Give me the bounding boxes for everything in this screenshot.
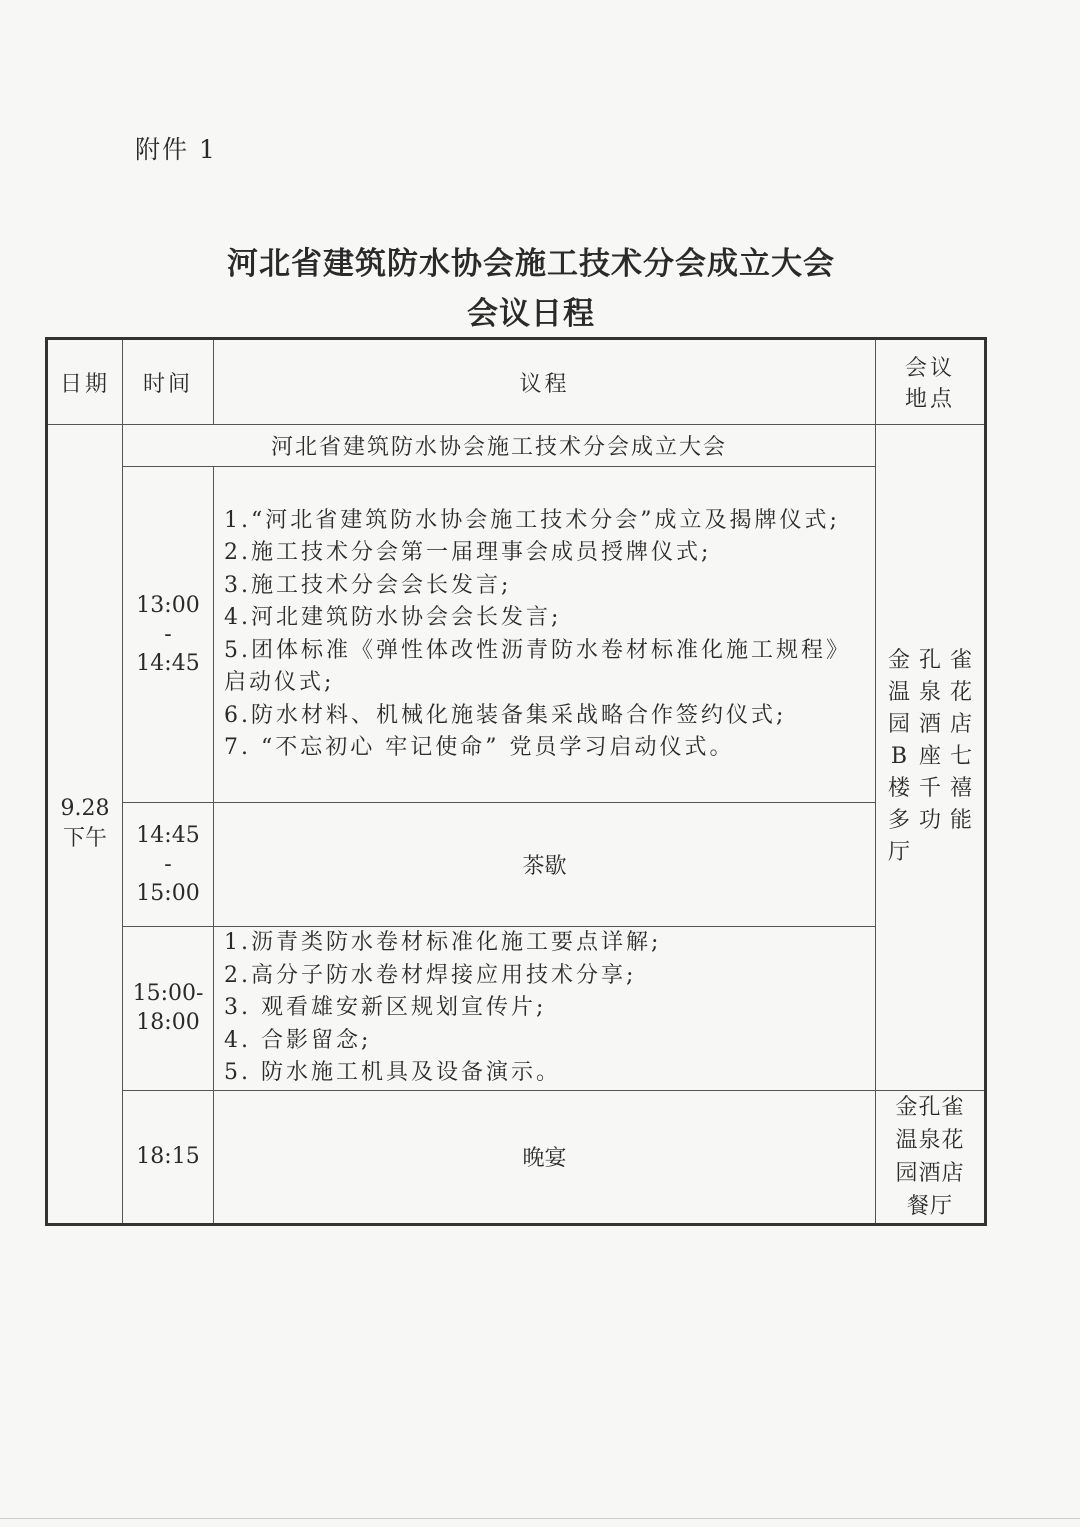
agenda-dinner: 晚宴 bbox=[214, 1090, 876, 1224]
date-value: 9.28 bbox=[60, 795, 110, 821]
venue-char: 座 bbox=[918, 744, 941, 770]
venue-char: 雀 bbox=[949, 648, 972, 674]
header-date: 日期 bbox=[47, 339, 123, 425]
venue-line: 园酒店 bbox=[895, 1160, 965, 1186]
time-start: 13:00 bbox=[136, 593, 200, 618]
time-cell bbox=[123, 803, 214, 927]
time-cell bbox=[123, 927, 214, 1091]
agenda-tea-break: 茶歇 bbox=[214, 803, 876, 927]
agenda-items-cell bbox=[214, 927, 876, 1091]
venue-line: 金孔雀 bbox=[895, 1094, 965, 1120]
time-end: 18:00 bbox=[136, 1010, 200, 1036]
table-header-row bbox=[47, 339, 986, 425]
header-venue bbox=[876, 339, 986, 425]
page-edge-line bbox=[0, 1518, 1080, 1519]
venue-char: 金 bbox=[887, 648, 910, 674]
list-item: 3.施工技术分会会长发言; bbox=[224, 572, 512, 598]
attachment-label: 附件 1 bbox=[135, 135, 217, 164]
list-item: 启动仪式; bbox=[224, 670, 335, 695]
venue-char: 店 bbox=[949, 712, 972, 738]
venue-dinner-cell bbox=[876, 1090, 986, 1224]
time-end: 15:00 bbox=[136, 881, 200, 906]
venue-char: 园 bbox=[887, 712, 910, 738]
venue-char: 禧 bbox=[949, 776, 972, 802]
venue-main-text bbox=[885, 647, 975, 867]
table-row bbox=[47, 927, 986, 1091]
document-title: 河北省建筑防水协会施工技术分会成立大会 bbox=[227, 246, 835, 282]
venue-char: 孔 bbox=[918, 648, 941, 674]
list-item: 7. “不忘初心 牢记使命” 党员学习启动仪式。 bbox=[224, 735, 735, 760]
venue-char: B bbox=[890, 744, 908, 770]
venue-char: 七 bbox=[949, 744, 972, 770]
date-cell bbox=[47, 425, 123, 1225]
time-end: 14:45 bbox=[136, 651, 200, 676]
agenda-items-cell bbox=[214, 467, 876, 803]
list-item: 1.“河北省建筑防水协会施工技术分会”成立及揭牌仪式; bbox=[224, 507, 840, 533]
time-cell: 18:15 bbox=[123, 1090, 214, 1224]
venue-main-cell bbox=[876, 425, 986, 1091]
header-venue-line1: 会议 bbox=[904, 356, 955, 381]
table-row bbox=[47, 1090, 986, 1224]
document-subtitle: 会议日程 bbox=[467, 296, 595, 332]
venue-char: 千 bbox=[918, 776, 941, 802]
venue-char: 楼 bbox=[887, 776, 910, 802]
table-row bbox=[47, 803, 986, 927]
section-title: 河北省建筑防水协会施工技术分会成立大会 bbox=[123, 425, 876, 467]
list-item: 2.高分子防水卷材焊接应用技术分享; bbox=[224, 962, 637, 988]
list-item: 6.防水材料、机械化施装备集采战略合作签约仪式; bbox=[224, 702, 787, 728]
header-venue-line2: 地点 bbox=[904, 387, 955, 412]
time-start: 15:00- bbox=[132, 981, 204, 1007]
venue-line: 温泉花 bbox=[895, 1127, 965, 1153]
venue-char: 泉 bbox=[918, 680, 941, 706]
agenda-table bbox=[45, 337, 987, 1226]
list-item: 3. 观看雄安新区规划宣传片; bbox=[224, 995, 547, 1020]
header-time: 时间 bbox=[123, 339, 214, 425]
venue-char: 能 bbox=[949, 808, 972, 834]
venue-char: 厅 bbox=[887, 840, 910, 866]
venue-char: 功 bbox=[918, 808, 941, 834]
list-item: 4. 合影留念; bbox=[224, 1027, 372, 1053]
list-item: 4.河北建筑防水协会会长发言; bbox=[224, 605, 562, 630]
list-item: 5.团体标准《弹性体改性沥青防水卷材标准化施工规程》 bbox=[224, 637, 851, 663]
venue-char: 花 bbox=[949, 680, 972, 706]
time-dash: - bbox=[164, 622, 172, 647]
header-agenda: 议程 bbox=[214, 339, 876, 425]
venue-line: 餐厅 bbox=[906, 1193, 953, 1219]
time-start: 14:45 bbox=[136, 823, 200, 848]
time-cell bbox=[123, 467, 214, 803]
list-item: 2.施工技术分会第一届理事会成员授牌仪式; bbox=[224, 540, 712, 565]
venue-char: 酒 bbox=[918, 712, 941, 738]
venue-char: 多 bbox=[887, 808, 910, 834]
list-item: 1.沥青类防水卷材标准化施工要点详解; bbox=[224, 930, 662, 955]
venue-char: 温 bbox=[887, 680, 910, 706]
time-dash: - bbox=[164, 852, 172, 877]
list-item: 5. 防水施工机具及设备演示。 bbox=[224, 1060, 561, 1085]
date-period: 下午 bbox=[62, 825, 107, 851]
table-row bbox=[47, 425, 986, 467]
table-row bbox=[47, 467, 986, 803]
